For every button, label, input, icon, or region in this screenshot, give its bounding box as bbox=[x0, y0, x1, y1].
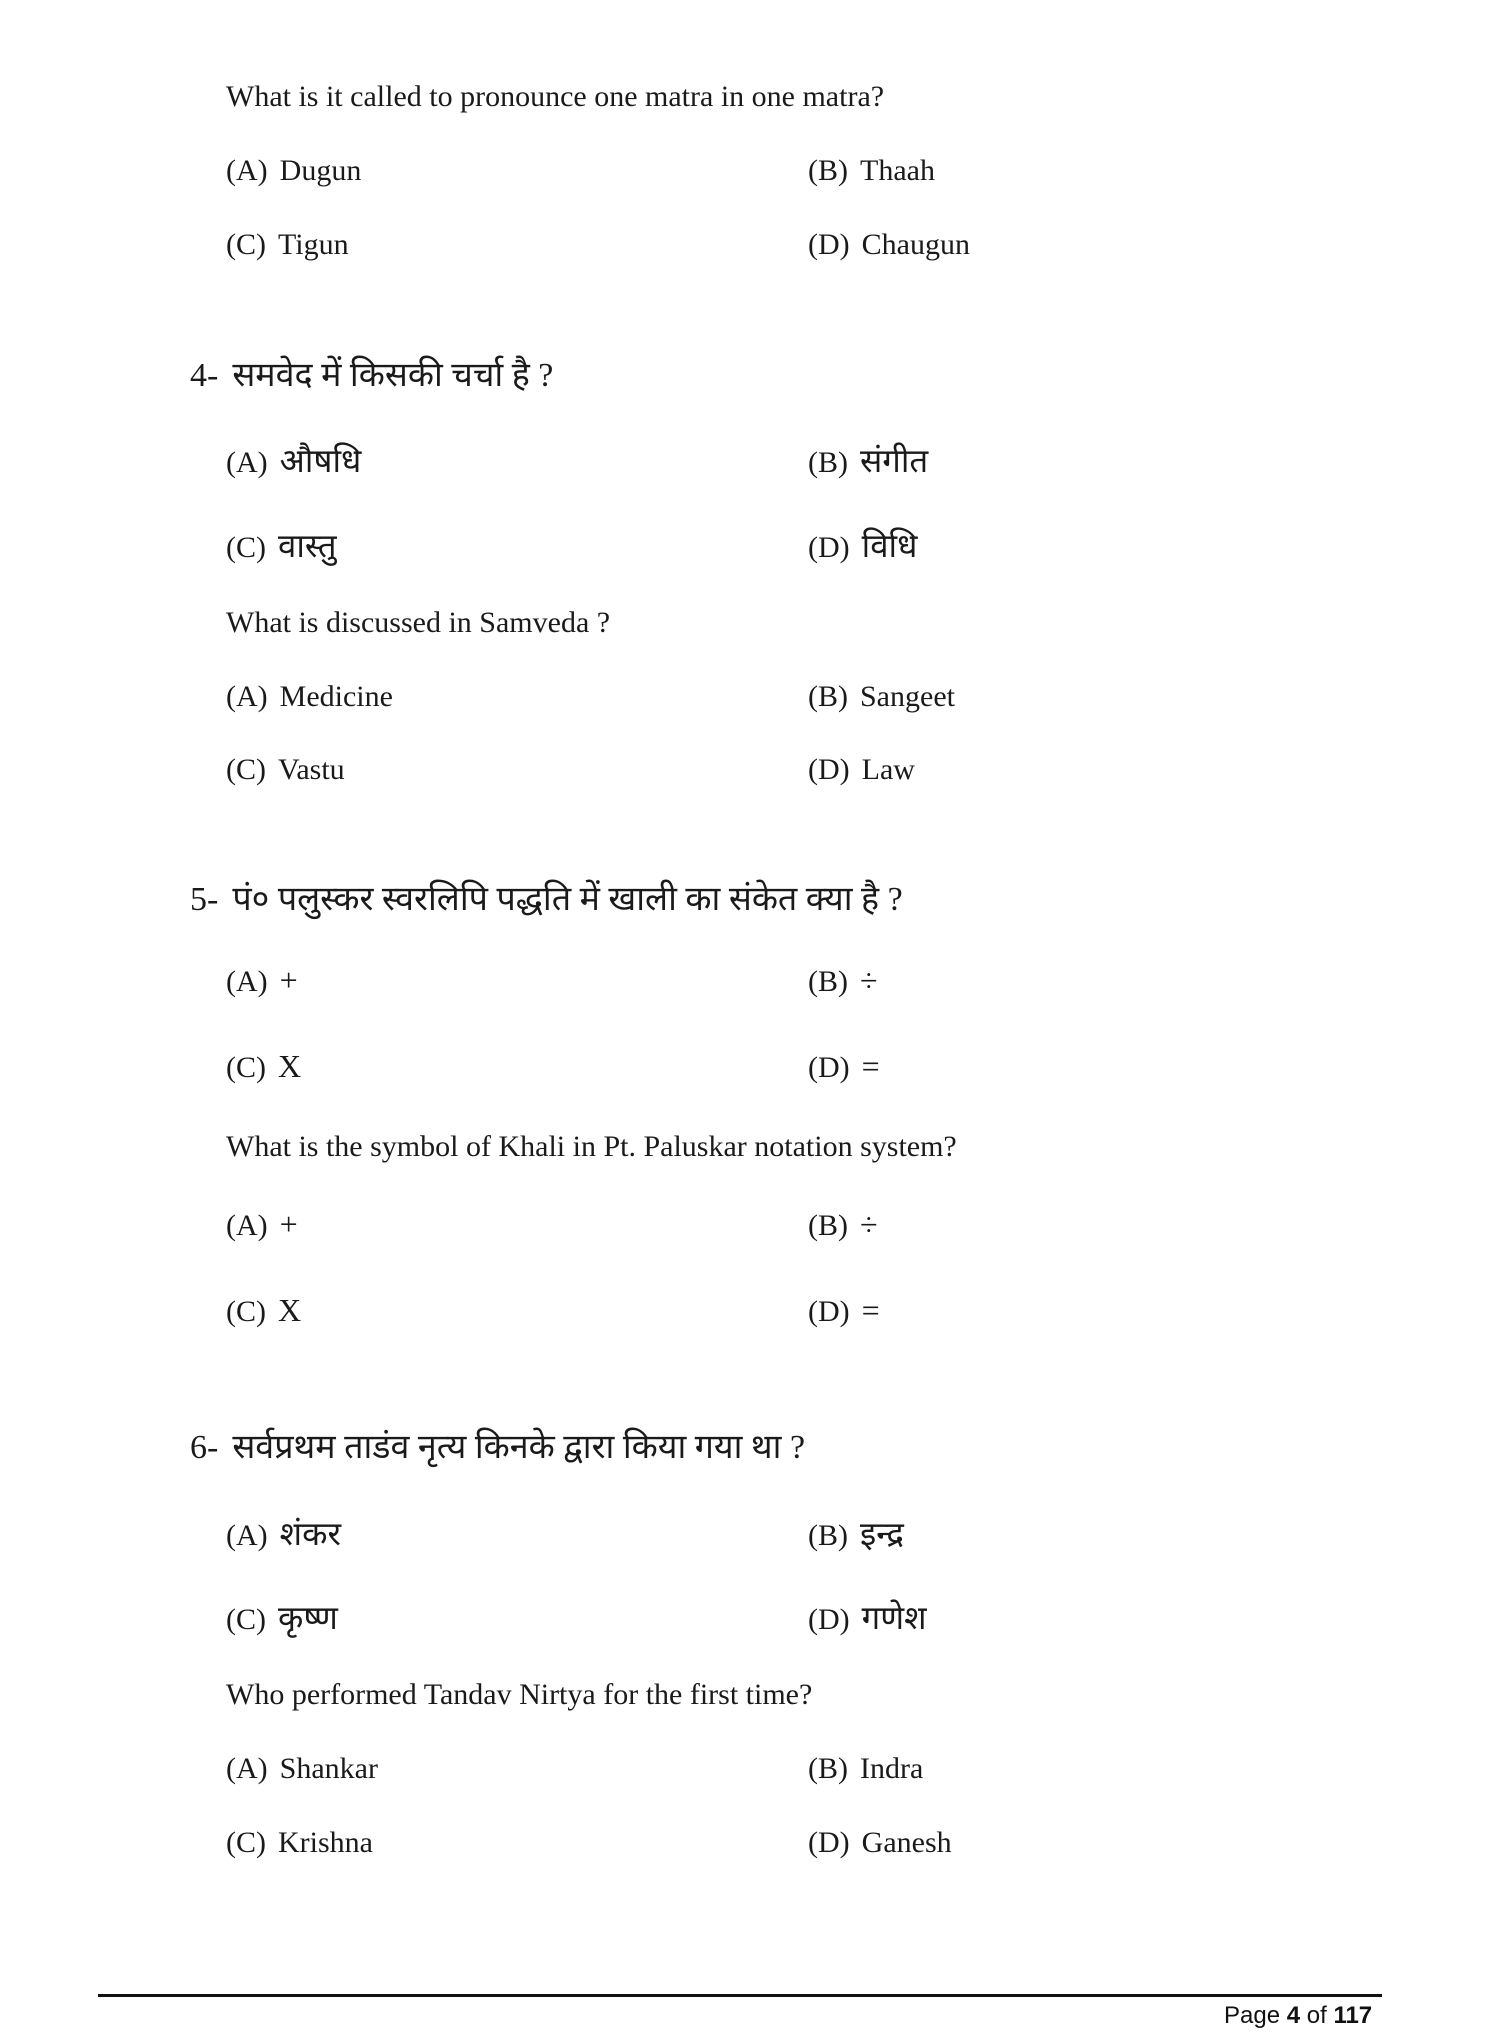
q4-hindi-question: 4- समवेद में किसकी चर्चा है ? bbox=[190, 357, 554, 394]
q3-en-option-d: (D) Chaugun bbox=[808, 228, 970, 261]
q3-english-question: What is it called to pronounce one matra in one matra? bbox=[226, 80, 885, 113]
q3-en-option-c: (C) Tigun bbox=[226, 228, 349, 261]
q4-hi-option-b: (B) संगीत bbox=[808, 444, 929, 480]
page-number: Page 4 of 117 bbox=[1224, 2002, 1373, 2029]
q6-en-option-a: (A) Shankar bbox=[226, 1752, 378, 1785]
q6-en-option-d: (D) Ganesh bbox=[808, 1826, 952, 1859]
q3-en-option-a: (A) Dugun bbox=[226, 154, 362, 187]
q6-en-option-b: (B) Indra bbox=[808, 1752, 924, 1785]
q3-en-option-b: (B) Thaah bbox=[808, 154, 935, 187]
footer-divider bbox=[98, 1994, 1382, 1997]
q4-english-question: What is discussed in Samveda ? bbox=[226, 606, 611, 639]
q6-english-question: Who performed Tandav Nirtya for the first time? bbox=[226, 1678, 813, 1711]
q5-en-option-b: (B) ÷ bbox=[808, 1206, 878, 1242]
q6-hi-option-c: (C) कृष्ण bbox=[226, 1601, 338, 1637]
q5-hi-option-d: (D) = bbox=[808, 1048, 880, 1084]
q6-hindi-question: 6- सर्वप्रथम ताडंव नृत्य किनके द्वारा किया गया था ? bbox=[190, 1429, 806, 1466]
q4-hi-option-a: (A) औषधि bbox=[226, 444, 362, 480]
q5-hi-option-b: (B) ÷ bbox=[808, 962, 878, 998]
q4-en-option-b: (B) Sangeet bbox=[808, 680, 955, 713]
q4-en-option-d: (D) Law bbox=[808, 753, 915, 786]
q5-en-option-a: (A) + bbox=[226, 1206, 298, 1242]
q5-en-option-d: (D) = bbox=[808, 1292, 880, 1328]
q6-hi-option-b: (B) इन्द्र bbox=[808, 1517, 904, 1553]
q4-en-option-a: (A) Medicine bbox=[226, 680, 393, 713]
q6-hi-option-a: (A) शंकर bbox=[226, 1517, 341, 1553]
q4-hi-option-c: (C) वास्तु bbox=[226, 529, 337, 565]
q6-en-option-c: (C) Krishna bbox=[226, 1826, 373, 1859]
q5-english-question: What is the symbol of Khali in Pt. Paluskar notation system? bbox=[226, 1130, 957, 1163]
q4-en-option-c: (C) Vastu bbox=[226, 753, 345, 786]
q6-hi-option-d: (D) गणेश bbox=[808, 1601, 927, 1637]
q4-hi-option-d: (D) विधि bbox=[808, 529, 918, 565]
q5-en-option-c: (C) X bbox=[226, 1292, 302, 1328]
q5-hindi-question: 5- पं० पलुस्कर स्वरलिपि पद्धति में खाली का संकेत क्या है ? bbox=[190, 881, 903, 918]
q5-hi-option-a: (A) + bbox=[226, 962, 298, 998]
q5-hi-option-c: (C) X bbox=[226, 1048, 302, 1084]
